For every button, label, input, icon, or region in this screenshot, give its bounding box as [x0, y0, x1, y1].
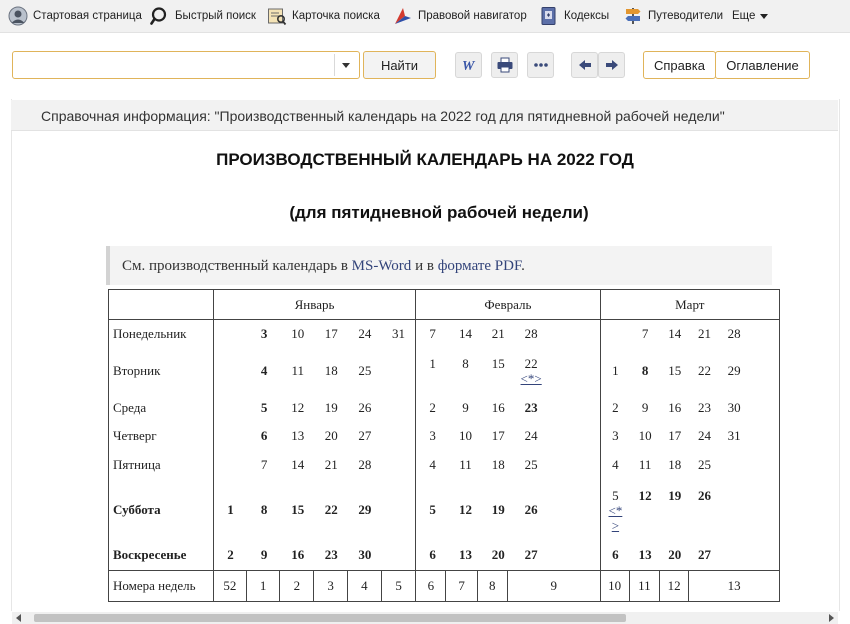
contents-button[interactable]: Оглавление — [715, 51, 810, 79]
january-days — [213, 394, 415, 422]
calendar-day: 4 — [260, 363, 268, 378]
calendar-day — [382, 363, 416, 379]
february-days — [416, 320, 600, 349]
calendar-day: 1 — [612, 363, 619, 378]
march-days — [600, 320, 779, 349]
week-number: 9 — [507, 571, 600, 602]
january-days — [213, 320, 415, 349]
month-march: Март — [600, 290, 779, 320]
calendar-day: 25 — [358, 363, 372, 378]
calendar-day: 18 — [324, 363, 338, 378]
weekday-label: Воскресенье — [109, 541, 214, 571]
calendar-day: 12 — [638, 487, 652, 503]
calendar-day — [719, 547, 749, 563]
calendar-day: 13 — [291, 428, 305, 443]
nav-search-card-label: Карточка поиска — [292, 10, 380, 22]
calendar-day: 13 — [458, 547, 472, 563]
weekday-label: Вторник — [109, 349, 214, 394]
calendar-day: 19 — [668, 487, 682, 503]
february-days — [416, 451, 600, 480]
calendar-day: 9 — [462, 399, 469, 415]
nav-codes-label: Кодексы — [564, 10, 610, 22]
codes-book-icon — [539, 6, 559, 26]
page-subtitle: (для пятидневной рабочей недели) — [289, 203, 589, 222]
calendar-day: 11 — [459, 457, 472, 472]
week-number: 3 — [314, 571, 347, 602]
calendar-day: 14 — [458, 326, 472, 342]
calendar-day — [601, 326, 631, 342]
calendar-day: 10 — [638, 428, 652, 443]
search-input[interactable] — [15, 54, 333, 76]
calendar-day-row — [109, 349, 780, 394]
calendar-day: 1 — [429, 356, 436, 371]
calendar-day: 19 — [491, 502, 505, 517]
note-mid: и в — [411, 258, 438, 274]
chevron-down-icon — [341, 61, 351, 69]
calendar-day: 6 — [429, 547, 436, 563]
calendar-day: 4 — [612, 457, 619, 472]
calendar-day: 24 — [697, 428, 711, 443]
week-number: 5 — [381, 571, 415, 602]
calendar-day: 7 — [429, 326, 436, 342]
calendar-day: 3 — [612, 428, 619, 443]
calendar-day: 23 — [697, 399, 711, 415]
calendar-day: 16 — [491, 399, 505, 415]
week-numbers-label: Номера недель — [109, 571, 214, 602]
week-number: 11 — [629, 571, 659, 602]
march-days — [600, 480, 779, 541]
calendar-day: 27 — [524, 547, 538, 563]
january-days — [213, 541, 415, 571]
calendar-day: 30 — [727, 399, 741, 415]
calendar-day: 29 — [727, 363, 741, 378]
calendar-day: 11 — [638, 457, 652, 472]
week-number: 52 — [213, 571, 246, 602]
calendar-day: 28 — [358, 457, 372, 472]
footnote-link[interactable]: <*> — [520, 371, 542, 386]
calendar-day — [382, 400, 416, 416]
calendar-day: 10 — [458, 428, 472, 443]
word-icon — [460, 57, 478, 73]
top-nav-bar — [0, 0, 850, 33]
calendar-day — [382, 428, 416, 444]
search-box — [12, 51, 360, 79]
search-card-icon — [267, 6, 287, 26]
calendar-day: 16 — [668, 399, 682, 415]
january-days — [213, 451, 415, 480]
march-days — [600, 394, 779, 422]
calendar-day: 17 — [324, 326, 338, 342]
march-days — [600, 422, 779, 451]
week-number: 12 — [659, 571, 688, 602]
nav-home-label: Стартовая страница — [33, 10, 142, 22]
nav-legal-navigator-label: Правовой навигатор — [418, 10, 527, 22]
print-button[interactable] — [491, 52, 518, 78]
calendar-day: 25 — [697, 457, 711, 472]
feb-22-with-footnote — [515, 356, 548, 386]
calendar-day: 2 — [429, 399, 436, 415]
calendar-day: 14 — [668, 326, 682, 342]
formats-note — [106, 246, 772, 285]
calendar-day: 8 — [462, 356, 469, 371]
calendar-day: 13 — [638, 547, 652, 563]
calendar-day — [719, 457, 749, 473]
february-days — [416, 541, 600, 571]
calendar-day — [214, 363, 248, 379]
week-number: 6 — [416, 571, 446, 602]
signpost-icon — [623, 6, 643, 26]
back-button[interactable] — [571, 52, 598, 78]
calendar-day — [214, 400, 248, 416]
calendar-day-row — [109, 480, 780, 541]
february-days — [416, 422, 600, 451]
calendar-day: 15 — [668, 363, 682, 378]
calendar-day: 3 — [260, 326, 268, 342]
weekday-label: Среда — [109, 394, 214, 422]
calendar-day: 31 — [727, 428, 741, 443]
calendar-day: 7 — [260, 457, 268, 472]
calendar-day: 24 — [358, 326, 372, 342]
nav-search-card[interactable] — [267, 4, 380, 28]
calendar-day-row — [109, 394, 780, 422]
page-title: ПРОИЗВОДСТВЕННЫЙ КАЛЕНДАРЬ НА 2022 ГОД — [216, 150, 634, 169]
calendar-day: 4 — [429, 457, 436, 472]
weekday-label: Четверг — [109, 422, 214, 451]
calendar-day: 21 — [491, 326, 505, 342]
calendar-day: 9 — [641, 399, 649, 415]
nav-more-label: Еще — [732, 10, 756, 22]
month-january: Январь — [213, 290, 415, 320]
calendar-day: 26 — [358, 399, 372, 415]
calendar-day: 12 — [291, 399, 305, 415]
find-button[interactable]: Найти — [363, 51, 436, 79]
month-header-row — [109, 290, 780, 320]
calendar-day-row — [109, 320, 780, 349]
january-days — [213, 349, 415, 394]
svg-text:W: W — [461, 59, 474, 73]
week-number: 8 — [477, 571, 507, 602]
calendar-day: 1 — [227, 502, 234, 517]
calendar-day: 21 — [324, 457, 338, 472]
production-calendar-table — [108, 289, 780, 602]
january-days — [213, 480, 415, 541]
footnote-link[interactable]: <*> — [608, 502, 623, 533]
arrow-left-icon — [577, 59, 593, 71]
pdf-link[interactable]: формате PDF — [437, 258, 522, 274]
calendar-day: 6 — [260, 428, 268, 443]
calendar-day: 5 — [429, 502, 436, 517]
scroll-left-arrow[interactable] — [12, 612, 26, 624]
weekday-label: Суббота — [109, 480, 214, 541]
calendar-day: 20 — [324, 428, 338, 443]
calendar-day: 10 — [291, 326, 305, 342]
week-numbers-row — [109, 571, 780, 602]
note-prefix: См. производственный календарь в — [122, 258, 352, 274]
month-february: Февраль — [416, 290, 600, 320]
calendar-day — [214, 326, 248, 342]
calendar-day — [214, 428, 248, 444]
calendar-day: 5 — [260, 399, 268, 415]
week-number: 2 — [280, 571, 314, 602]
calendar-day: 24 — [524, 428, 538, 443]
scroll-right-icon — [828, 614, 834, 622]
calendar-day: 6 — [612, 547, 619, 563]
calendar-day: 31 — [391, 326, 405, 342]
march-days — [600, 541, 779, 571]
note-suffix: . — [521, 258, 525, 274]
calendar-day — [382, 502, 416, 518]
calendar-day: 27 — [358, 428, 372, 443]
weekday-label: Пятница — [109, 451, 214, 480]
ms-word-link[interactable]: MS-Word — [351, 258, 412, 274]
calendar-day: 26 — [524, 502, 538, 517]
weekday-label: Понедельник — [109, 320, 214, 349]
calendar-day: 12 — [458, 502, 472, 517]
calendar-day: 22 — [697, 363, 711, 378]
nav-quick-search[interactable] — [150, 4, 256, 28]
calendar-day: 9 — [260, 547, 268, 563]
calendar-day: 8 — [641, 363, 649, 378]
calendar-day — [719, 488, 749, 533]
february-days — [416, 349, 600, 394]
scroll-right-arrow[interactable] — [824, 612, 838, 624]
horizontal-scrollbar[interactable] — [12, 612, 838, 624]
help-button[interactable]: Справка — [643, 51, 716, 79]
march-days — [600, 451, 779, 480]
nav-guides-label: Путеводители — [648, 10, 724, 22]
magnifier-icon — [150, 6, 170, 26]
calendar-day: 3 — [429, 428, 436, 443]
scroll-left-icon — [16, 614, 22, 622]
week-number: 7 — [446, 571, 477, 602]
mar-5-with-footnote — [601, 488, 631, 533]
calendar-day: 27 — [697, 547, 711, 563]
nav-legal-navigator[interactable] — [393, 4, 527, 28]
ellipsis-icon — [532, 62, 550, 68]
calendar-day: 26 — [697, 487, 711, 503]
calendar-day: 18 — [668, 457, 682, 472]
week-number: 13 — [689, 571, 780, 602]
february-days — [416, 394, 600, 422]
arrow-right-icon — [604, 59, 620, 71]
scroll-thumb[interactable] — [34, 614, 626, 622]
calendar-day: 11 — [291, 363, 304, 378]
calendar-day-row — [109, 422, 780, 451]
calendar-day: 28 — [524, 326, 538, 342]
calendar-days-body — [109, 320, 780, 571]
nav-codes[interactable] — [539, 4, 609, 28]
calendar-day: 21 — [697, 326, 711, 342]
calendar-day: 20 — [668, 547, 682, 563]
calendar-day: 8 — [260, 502, 268, 517]
week-number: 1 — [247, 571, 280, 602]
nav-guides[interactable] — [623, 4, 723, 28]
calendar-day: 15 — [491, 356, 505, 371]
home-avatar-icon — [8, 6, 28, 26]
document-header — [11, 100, 838, 131]
calendar-day: 23 — [324, 547, 338, 563]
nav-quick-search-label: Быстрый поиск — [175, 10, 256, 22]
week-number: 10 — [600, 571, 629, 602]
calendar-day: 17 — [668, 428, 682, 443]
calendar-day: 23 — [524, 399, 538, 415]
march-days — [600, 349, 779, 394]
calendar-day — [214, 457, 248, 473]
calendar-day — [382, 547, 416, 563]
calendar-day: 20 — [491, 547, 505, 563]
calendar-day: 29 — [358, 502, 372, 517]
calendar-day: 7 — [641, 326, 649, 342]
caret-down-icon — [759, 11, 769, 21]
calendar-day: 30 — [358, 547, 372, 563]
january-days — [213, 422, 415, 451]
calendar-day: 2 — [227, 547, 234, 563]
calendar-day: 25 — [524, 457, 538, 472]
calendar-day — [382, 457, 416, 473]
calendar-day: 15 — [291, 502, 305, 517]
calendar-day-row — [109, 451, 780, 480]
calendar-day: 2 — [612, 399, 619, 415]
forward-button[interactable] — [598, 52, 625, 78]
calendar-day: 18 — [491, 457, 505, 472]
calendar-day: 28 — [727, 326, 741, 342]
calendar-day: 22 — [524, 356, 538, 371]
week-number: 4 — [347, 571, 381, 602]
document-header-title: Справочная информация: "Производственный календарь на 2022 год для пятидневной рабочей недели" — [41, 108, 725, 124]
calendar-day: 17 — [491, 428, 505, 443]
nav-more[interactable] — [732, 4, 769, 28]
calendar-day: 14 — [291, 457, 305, 472]
calendar-day: 19 — [324, 399, 338, 415]
export-word-button[interactable] — [455, 52, 482, 78]
february-days — [416, 480, 600, 541]
nav-home[interactable] — [8, 4, 142, 28]
more-actions-button[interactable] — [527, 52, 554, 78]
compass-navigator-icon — [393, 6, 413, 26]
corner-cell — [109, 290, 214, 320]
search-history-dropdown[interactable] — [334, 54, 357, 76]
calendar-day: 5 — [612, 487, 619, 503]
calendar-day: 22 — [324, 502, 338, 517]
printer-icon — [496, 57, 514, 73]
calendar-day-row — [109, 541, 780, 571]
calendar-day: 16 — [291, 547, 305, 563]
